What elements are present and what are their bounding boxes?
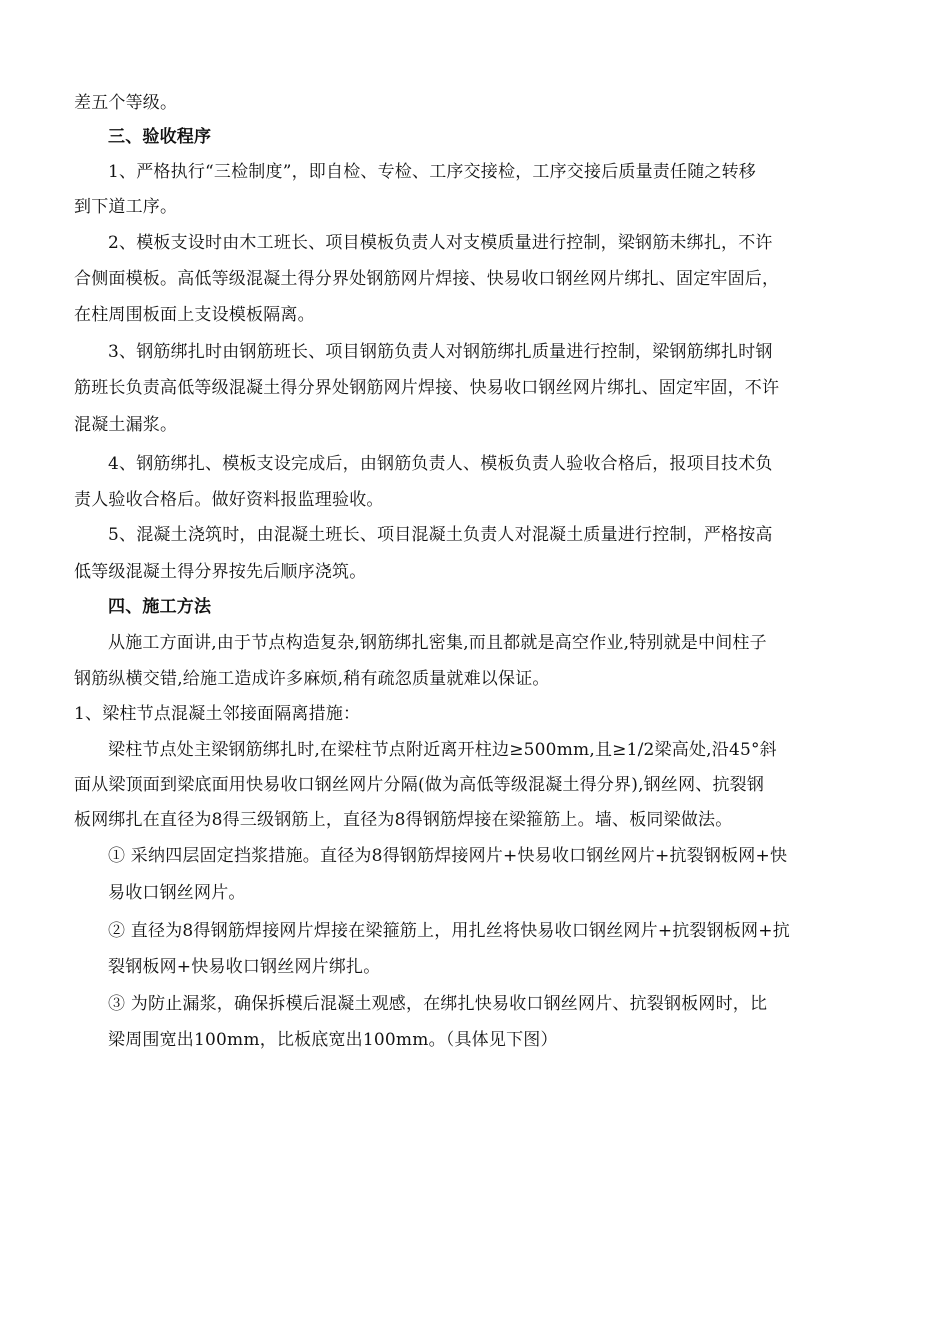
text-line: 面从梁顶面到梁底面用快易收口钢丝网片分隔(做为高低等级混凝土得分界),钢丝网、抗裂钢 xyxy=(74,775,765,795)
text-line: 裂钢板网+快易收口钢丝网片绑扎。 xyxy=(108,957,381,977)
text-line: 差五个等级。 xyxy=(74,93,178,113)
text-line: ③ 为防止漏浆，确保拆模后混凝土观感，在绑扎快易收口钢丝网片、抗裂钢板网时，比 xyxy=(108,994,768,1014)
text-line: 钢筋纵横交错,给施工造成许多麻烦,稍有疏忽质量就难以保证。 xyxy=(74,669,550,689)
text-line: 梁柱节点处主梁钢筋绑扎时,在梁柱节点附近离开柱边≥500mm,且≥1/2梁高处,沿45°斜 xyxy=(108,740,777,760)
section-heading-construction-method: 四、施工方法 xyxy=(108,597,212,617)
text-line: 1、严格执行“三检制度”，即自检、专检、工序交接检，工序交接后质量责任随之转移 xyxy=(108,162,756,182)
text-line: ② 直径为8得钢筋焊接网片焊接在梁箍筋上，用扎丝将快易收口钢丝网片+抗裂钢板网+抗 xyxy=(108,921,790,941)
text-line: 合侧面模板。高低等级混凝土得分界处钢筋网片焊接、快易收口钢丝网片绑扎、固定牢固后， xyxy=(74,269,780,289)
text-line: ① 采纳四层固定挡浆措施。直径为8得钢筋焊接网片+快易收口钢丝网片+抗裂钢板网+快 xyxy=(108,846,788,866)
text-line: 在柱周围板面上支设模板隔离。 xyxy=(74,305,315,325)
text-line: 到下道工序。 xyxy=(74,197,178,217)
text-line: 低等级混凝土得分界按先后顺序浇筑。 xyxy=(74,562,367,582)
text-line: 筋班长负责高低等级混凝土得分界处钢筋网片焊接、快易收口钢丝网片绑扎、固定牢固，不许 xyxy=(74,378,780,398)
text-line: 从施工方面讲,由于节点构造复杂,钢筋绑扎密集,而且都就是高空作业,特别就是中间柱子 xyxy=(108,633,767,653)
text-line: 5、混凝土浇筑时，由混凝土班长、项目混凝土负责人对混凝土质量进行控制，严格按高 xyxy=(108,525,773,545)
text-line: 板网绑扎在直径为8得三级钢筋上，直径为8得钢筋焊接在梁箍筋上。墙、板同梁做法。 xyxy=(74,810,733,830)
section-heading-acceptance: 三、验收程序 xyxy=(108,127,212,147)
text-line: 责人验收合格后。做好资料报监理验收。 xyxy=(74,490,384,510)
text-line: 4、钢筋绑扎、模板支设完成后，由钢筋负责人、模板负责人验收合格后，报项目技术负 xyxy=(108,454,773,474)
text-line: 3、钢筋绑扎时由钢筋班长、项目钢筋负责人对钢筋绑扎质量进行控制，梁钢筋绑扎时钢 xyxy=(108,342,773,362)
text-line: 2、模板支设时由木工班长、项目模板负责人对支模质量进行控制，梁钢筋未绑扎，不许 xyxy=(108,233,773,253)
text-line: 1、梁柱节点混凝土邻接面隔离措施： xyxy=(74,704,361,724)
text-line: 易收口钢丝网片。 xyxy=(108,883,246,903)
text-line: 梁周围宽出100mm，比板底宽出100mm。（具体见下图） xyxy=(108,1030,558,1050)
text-line: 混凝土漏浆。 xyxy=(74,415,178,435)
